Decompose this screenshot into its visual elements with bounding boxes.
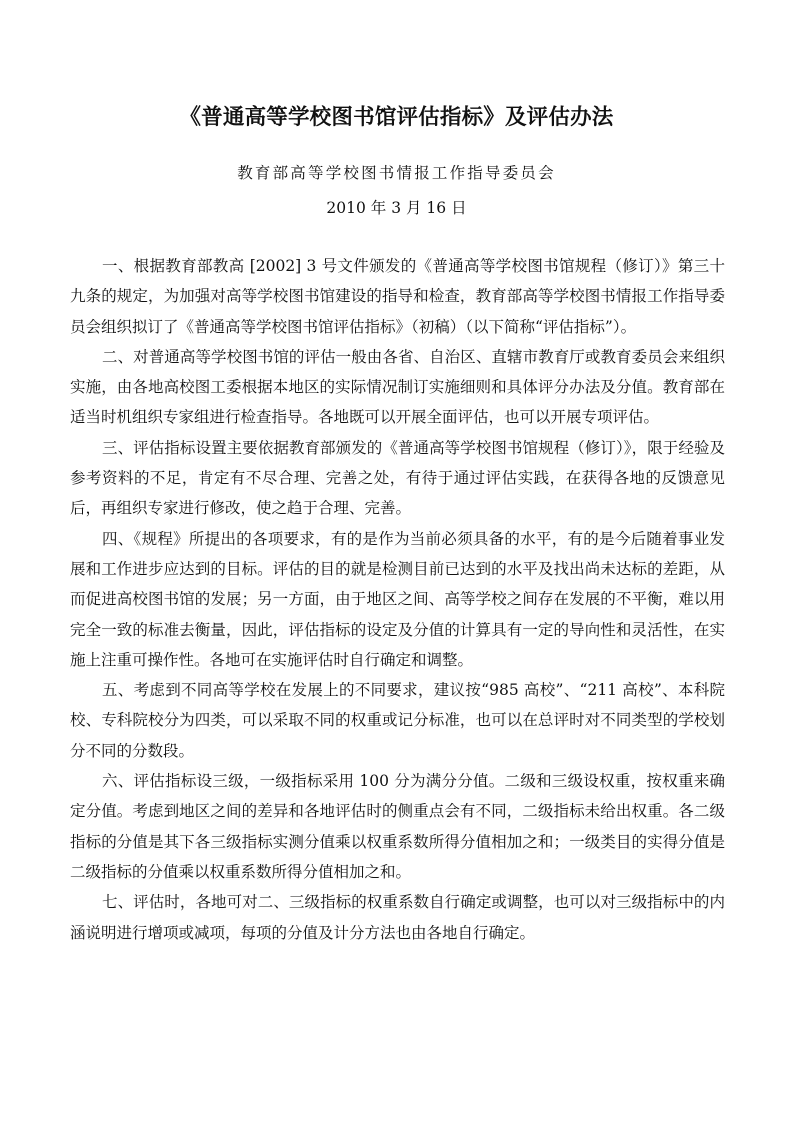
paragraph-3: 三、评估指标设置主要依据教育部颁发的《普通高等学校图书馆规程（修订）》，限于经验及参考资料的不足，肯定有不尽合理、完善之处，有待于通过评估实践，在获得各地的反馈意见后，再组织专家进行修改，使之趋于合理、完善。	[70, 438, 725, 518]
paragraph-1: 一、根据教育部教高 [2002] 3 号文件颁发的《普通高等学校图书馆规程（修订）》第三十九条的规定，为加强对高等学校图书馆建设的指导和检查，教育部高等学校图书情报工作指导委员会组织拟订了《普通高等学校图书馆评估指标》（初稿）（以下简称“评估指标”）。	[70, 257, 725, 336]
issue-date: 2010 年 3 月 16 日	[326, 199, 467, 217]
paragraph-7: 七、评估时，各地可对二、三级指标的权重系数自行确定或调整，也可以对三级指标中的内涵说明进行增项或减项，每项的分值及计分方法也由各地自行确定。	[70, 893, 725, 942]
paragraph-6: 六、评估指标设三级，一级指标采用 100 分为满分分值。二级和三级设权重，按权重来确定分值。考虑到地区之间的差异和各地评估时的侧重点会有不同，二级指标未给出权重。各二级指标的分值是其下各三级指标实测分值乘以权重系数所得分值相加之和；一级类目的实得分值是二级指标的分值乘以权重系数所得分值相加之和。	[70, 772, 725, 881]
paragraph-4: 四、《规程》所提出的各项要求，有的是作为当前必须具备的水平，有的是今后随着事业发展和工作进步应达到的目标。评估的目的就是检测目前已达到的水平及找出尚未达标的差距，从而促进高校图书馆的发展；另一方面，由于地区之间、高等学校之间存在发展的不平衡，难以用完全一致的标准去衡量，因此，评估指标的设定及分值的计算具有一定的导向性和灵活性，在实施上注重可操作性。各地可在实施评估时自行确定和调整。	[70, 529, 725, 669]
paragraph-2: 二、对普通高等学校图书馆的评估一般由各省、自治区、直辖市教育厅或教育委员会来组织实施，由各地高校图工委根据本地区的实际情况制订实施细则和具体评分办法及分值。教育部在适当时机组织专家组进行检查指导。各地既可以开展全面评估，也可以开展专项评估。	[70, 347, 725, 427]
document-title: 《普通高等学校图书馆评估指标》及评估办法	[179, 105, 614, 130]
document-body	[70, 251, 725, 948]
issuing-organization: 教育部高等学校图书情报工作指导委员会	[237, 164, 556, 182]
paragraph-5: 五、考虑到不同高等学校在发展上的不同要求，建议按“985 高校”、“211 高校”、本科院校、专科院校分为四类，可以采取不同的权重或记分标准，也可以在总评时对不同类型的学校划分不同的分数段。	[70, 681, 725, 760]
